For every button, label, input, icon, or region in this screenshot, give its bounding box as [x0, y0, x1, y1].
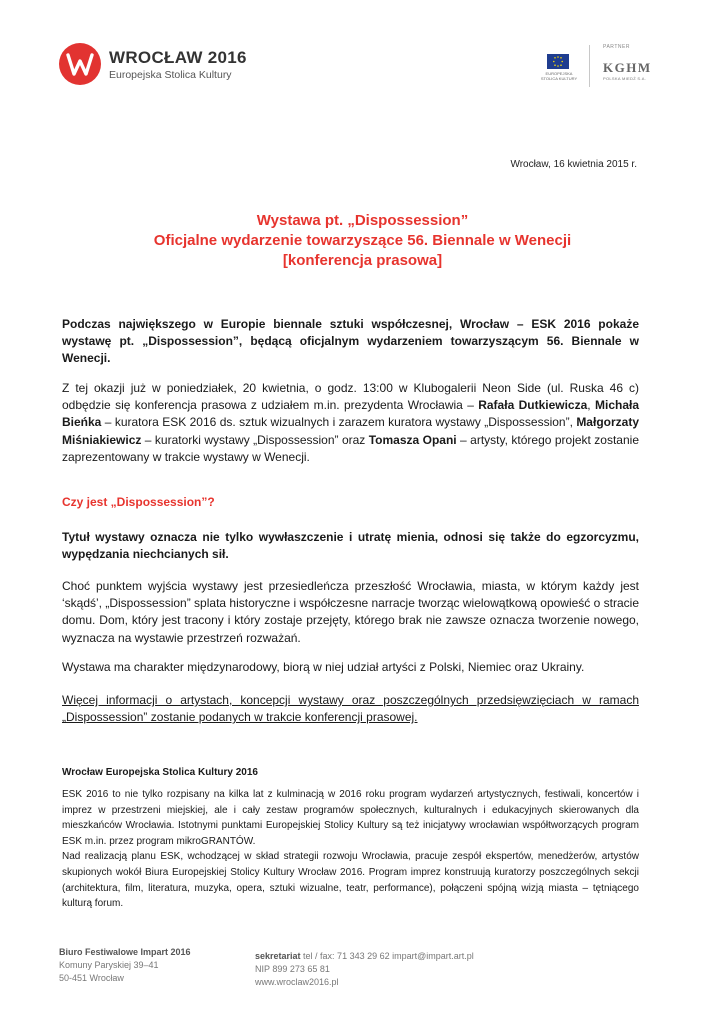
exhibition-description-paragraph: Choć punktem wyjścia wystawy jest przesiedleńcza przeszłość Wrocławia, miasta, w którym każdy jest ‘skądś’, „Dispossession” splata historyczne i współczesne narracje tworząc wielowątkową opowieść o stracie domu. Dom, który jest tracony i który zostaje przejęty, którego brak nie zawsze oznacza tworzenie nowego, wyznacza na wystawie przestrzeń rozważań.: [62, 579, 639, 645]
wroclaw-logo-icon: [59, 43, 101, 85]
name-opania: Tomasza Opani: [368, 432, 457, 447]
footer-sekretariat-label: sekretariat: [255, 951, 301, 961]
footer-org: Biuro Festiwalowe Impart 2016: [59, 947, 191, 957]
document-date: Wrocław, 16 kwietnia 2015 r.: [510, 159, 637, 170]
title-meaning-paragraph: Tytuł wystawy oznacza nie tylko wywłaszczenie i utratę mienia, odnosi się także do egzorcyzmu, wypędzania niechcianych sił.: [62, 530, 639, 562]
kghm-logo: KGHM: [603, 60, 652, 75]
para2-text-4: – kuratorki wystawy „Dispossession” oraz: [141, 432, 369, 447]
name-dutkiewicz: Rafała Dutkiewicza: [478, 398, 588, 413]
kghm-subtitle: POLSKA MIEDŹ S.A.: [603, 76, 647, 81]
para2-text-1: Z tej okazji już w poniedziałek, 20 kwietnia, o godz. 13:00 w Klubogalerii Neon Side (ul. Ruska 46 c) odbędzie się konferencja prasowa z udziałem m.in. prezydenta Wrocławia –: [62, 381, 639, 413]
footer-nip: NIP 899 273 65 81: [255, 964, 330, 974]
lead-paragraph: Podczas największego w Europie biennale sztuki współczesnej, Wrocław – ESK 2016 pokaże wystawę pt. „Dispossession”, będącą oficjalnym wydarzeniem towarzyszącym 56. Biennale w Wenecji.: [62, 317, 639, 366]
esk-paragraph-2: Nad realizacją planu ESK, wchodzącej w skład strategii rozwoju Wrocławia, pracuje zespół ekspertów, menedżerów, artystów skupionych wokół Biura Europejskiej Stolicy Kultury Wrocław 2016. Program imprez konstruują kuratorzy poszczególnych sekcji (architektura, film, literatura, muzyka, opera, sztuki wizualne, teatr, performance), połączeni spójną wizją miasta – tętniącego kulturą forum.: [62, 851, 639, 910]
header-divider: [589, 45, 590, 87]
logo-subtitle: Europejska Stolica Kultury: [109, 69, 232, 81]
eu-flag-icon: [547, 54, 569, 69]
footer-website: www.wroclaw2016.pl: [255, 977, 339, 987]
footer-street: Komuny Paryskiej 39–41: [59, 960, 159, 970]
document-title: [62, 211, 663, 271]
footer-address: [59, 946, 191, 985]
title-line-1: Wystawa pt. „Dispossession”: [256, 212, 469, 229]
para2-text-5: – artysty, którego projekt zostanie zaprezentowany w trakcie wystawy w Wenecji.: [62, 432, 639, 464]
title-line-2: Oficjalne wydarzenie towarzyszące 56. Biennale w Wenecji: [153, 232, 572, 249]
eu-caption: EUROPEJSKA STOLICA KULTURY: [540, 71, 578, 81]
section-subheading: Czy jest „Dispossession”?: [62, 495, 215, 509]
name-misniakiewicz: Małgorzaty Miśniakiewicz: [62, 415, 639, 447]
name-bienko: Michała Bieńka: [62, 398, 640, 430]
esk-description: [62, 787, 639, 912]
more-info-paragraph: Więcej informacji o artystach, koncepcji wystawy oraz poszczególnych przedsięwzięciach w ramach „Dispossession” zostanie podanych w trakcie konferencji prasowej.: [62, 693, 639, 725]
para2-text-2: ,: [587, 398, 595, 413]
footer-contact: [255, 950, 474, 989]
esk-paragraph-1: ESK 2016 to nie tylko rozpisany na kilka lat z kulminacją w 2016 roku program wydarzeń artystycznych, festiwali, koncertów i imprez w przestrzeni miejskiej, ale i cały zestaw programów społecznych, kulturalnych i edukacyjnych skierowanych dla mieszkańców Wrocławia. Istotnymi punktami Europejskiej Stolicy Kultury są też inicjatywy wrocławian współtworzących program ESK m.in. przez program mikroGRANTÓW.: [62, 789, 639, 847]
conference-paragraph: [62, 380, 639, 466]
esk-heading: Wrocław Europejska Stolica Kultury 2016: [62, 767, 258, 778]
title-line-3: [konferencja prasowa]: [282, 252, 443, 269]
international-paragraph: Wystawa ma charakter międzynarodowy, biorą w niej udział artyści z Polski, Niemiec oraz Ukrainy.: [62, 660, 585, 674]
partner-label: PARTNER: [603, 44, 630, 50]
para2-text-3: – kuratora ESK 2016 ds. sztuk wizualnych i zarazem kuratora wystawy „Dispossession”,: [101, 415, 577, 430]
footer-city: 50-451 Wrocław: [59, 973, 124, 983]
logo-title: WROCŁAW 2016: [109, 48, 247, 67]
footer-contact-line: tel / fax: 71 343 29 62 impart@impart.art.pl: [300, 951, 474, 961]
